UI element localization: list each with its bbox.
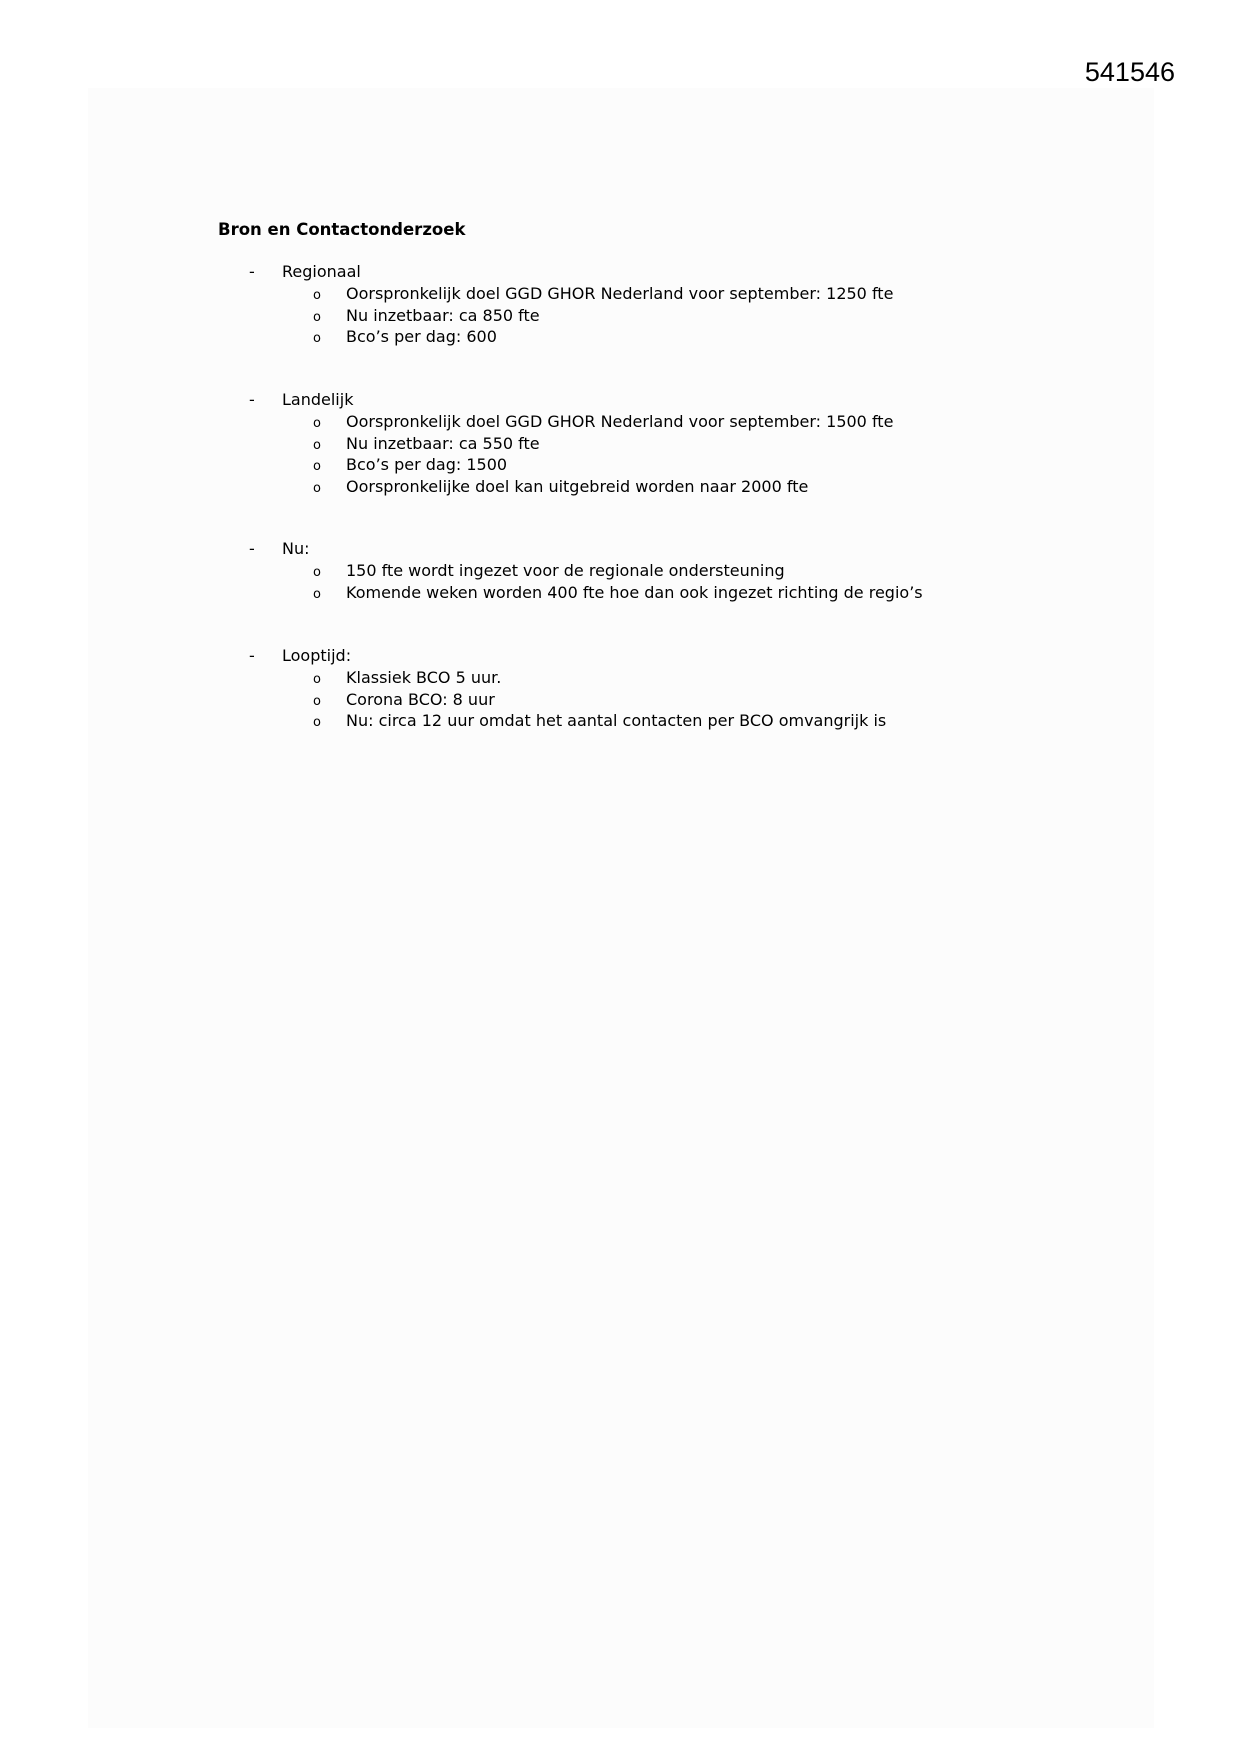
- sub-list: [0, 560, 1241, 603]
- section-label: Nu:: [282, 539, 310, 558]
- document-title: Bron en Contactonderzoek: [218, 220, 466, 239]
- list-item-text: Nu: circa 12 uur omdat het aantal contacten per BCO omvangrijk is: [346, 711, 887, 730]
- list-item: [0, 710, 1241, 732]
- bullet-marker: o: [313, 480, 321, 496]
- list-item: [0, 433, 1241, 455]
- sub-list: [0, 283, 1241, 348]
- list-item: [0, 667, 1241, 689]
- section-looptijd: [0, 645, 1241, 732]
- bullet-marker: o: [313, 288, 321, 303]
- bullet-marker: o: [313, 565, 321, 580]
- list-item: [0, 454, 1241, 476]
- list-item-text: Nu inzetbaar: ca 850 fte: [346, 305, 540, 325]
- list-item-text: Oorspronkelijke doel kan uitgebreid worden naar 2000 fte: [346, 476, 809, 496]
- list-item-text: Corona BCO: 8 uur: [346, 689, 495, 709]
- bullet-marker: o: [313, 672, 321, 687]
- sub-list: [0, 667, 1241, 732]
- list-item-text: Bco’s per dag: 600: [346, 327, 497, 346]
- list-item: [0, 305, 1241, 327]
- list-item: [0, 411, 1241, 433]
- sub-list: [0, 411, 1241, 497]
- dash-marker: -: [249, 390, 255, 409]
- section-landelijk: [0, 389, 1241, 497]
- section-header: [0, 538, 1241, 560]
- list-item-text: 150 fte wordt ingezet voor de regionale ondersteuning: [346, 561, 785, 580]
- bullet-marker: o: [313, 459, 321, 474]
- section-label: Landelijk: [282, 390, 354, 409]
- list-item-text: Klassiek BCO 5 uur.: [346, 668, 502, 687]
- list-item-text: Oorspronkelijk doel GGD GHOR Nederland voor september: 1250 fte: [346, 284, 894, 303]
- bullet-marker: o: [313, 715, 321, 730]
- section-header: [0, 645, 1241, 667]
- bullet-marker: o: [313, 437, 321, 453]
- list-item-text: Komende weken worden 400 fte hoe dan ook ingezet richting de regio’s: [346, 582, 923, 602]
- list-item-text: Oorspronkelijk doel GGD GHOR Nederland voor september: 1500 fte: [346, 412, 894, 431]
- list-item-text: Bco’s per dag: 1500: [346, 455, 508, 474]
- dash-marker: -: [249, 262, 255, 281]
- dash-marker: -: [249, 646, 255, 665]
- bullet-marker: o: [313, 331, 321, 346]
- list-item: [0, 476, 1241, 498]
- section-label: Regionaal: [282, 262, 361, 281]
- section-regionaal: [0, 261, 1241, 348]
- section-header: [0, 389, 1241, 411]
- list-item: [0, 283, 1241, 305]
- section-label: Looptijd:: [282, 646, 352, 665]
- list-item: [0, 582, 1241, 604]
- list-item-text: Nu inzetbaar: ca 550 fte: [346, 433, 540, 453]
- section-header: [0, 261, 1241, 283]
- bullet-marker: o: [313, 416, 321, 431]
- bullet-marker: o: [313, 586, 321, 602]
- bullet-marker: o: [313, 693, 321, 709]
- bullet-marker: o: [313, 309, 321, 325]
- list-item: [0, 560, 1241, 582]
- dash-marker: -: [249, 539, 255, 558]
- document-id: 541546: [1084, 57, 1175, 87]
- list-item: [0, 689, 1241, 711]
- section-nu: [0, 538, 1241, 603]
- list-item: [0, 326, 1241, 348]
